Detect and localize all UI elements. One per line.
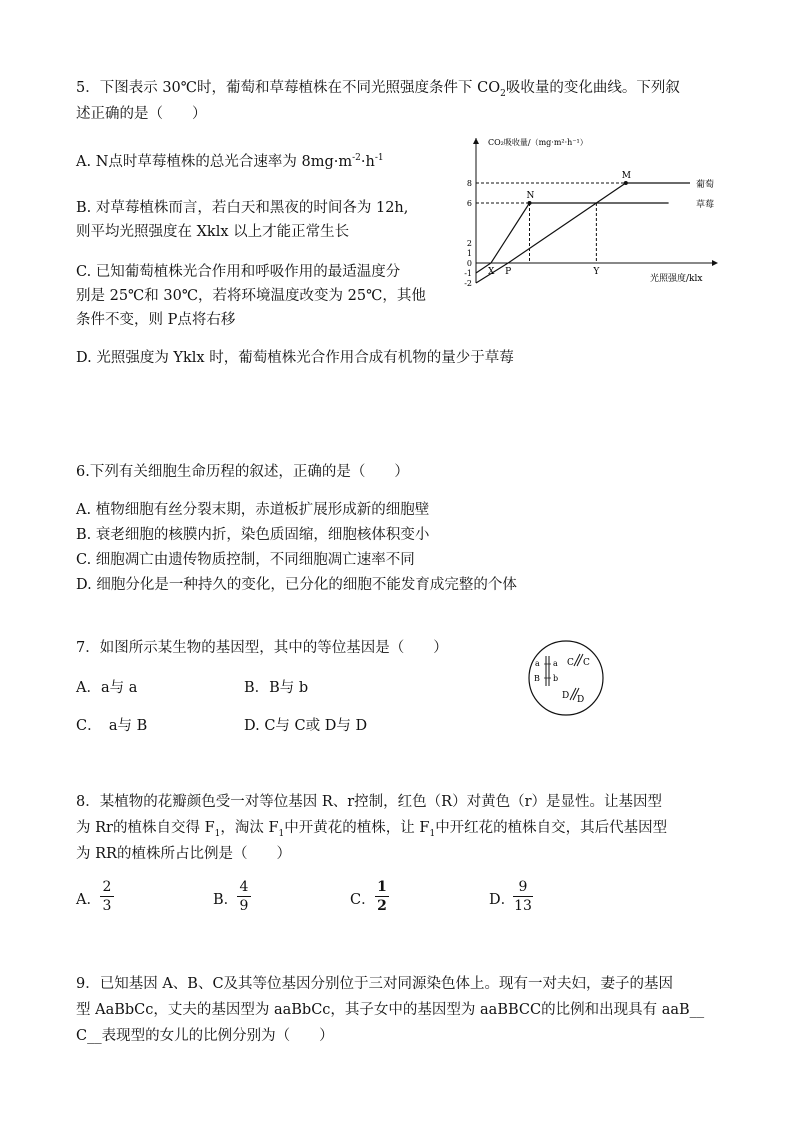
- q8-option-d-fraction: 9 13: [514, 879, 532, 914]
- q8-stem-line1: 8．某植物的花瓣颜色受一对等位基因 R、r控制，红色（R）对黄色（r）是显性。让基因型: [76, 794, 663, 810]
- x-tick-label: X: [487, 267, 495, 277]
- q8-stem-line2: 为 Rr的植株自交得 $F_1$，淘汰 $F_1$中开黄花的植株，让 $F_1$中开红花的植株自交，其后代基因型: [76, 820, 668, 839]
- y-tick-label: 8: [466, 179, 472, 188]
- q8-option-d-label: D．: [489, 892, 516, 908]
- co2-absorption-chart: [450, 128, 720, 298]
- y-tick-label: 2: [466, 239, 472, 248]
- point-m: [624, 181, 628, 185]
- q5-option-c-line3: 条件不变，则 P点将右移: [76, 312, 236, 328]
- gene-label-C-right: C: [583, 658, 590, 668]
- q6-stem: 6.下列有关细胞生命历程的叙述，正确的是（ ）: [76, 464, 409, 480]
- q7-option-d: D. C与 C或 D与 D: [244, 718, 368, 734]
- q5-option-d: D. 光照强度为 Yklx 时，葡萄植株光合作用合成有机物的量少于草莓: [76, 350, 514, 366]
- x-axis-arrow: [712, 260, 718, 266]
- q9-stem-line2: 型 AaBbCc，丈夫的基因型为 aaBbCc，其子女中的基因型为 aaBBCC的比例和出现具有 aaB__: [76, 1002, 705, 1018]
- q5-option-b-line2: 则平均光照强度在 Xklx 以上才能正常生长: [76, 224, 350, 240]
- q8-option-a-label: A．: [76, 892, 101, 908]
- gene-label-a-left: a: [535, 659, 540, 668]
- y-axis-label: CO₂吸收量/（mg·m²·h⁻¹）: [488, 138, 588, 147]
- q8-option-c-fraction: 1 2: [375, 879, 389, 914]
- q5-option-b-line1: B. 对草莓植株而言，若白天和黑夜的时间各为 12h,: [76, 200, 409, 216]
- gene-label-C-left: C: [567, 658, 574, 668]
- y-axis-arrow: [473, 138, 479, 144]
- series-label-strawberry: 草莓: [696, 200, 715, 210]
- q7-stem: 7．如图所示某生物的基因型，其中的等位基因是（ ）: [76, 640, 448, 656]
- q8-stem-line3: 为 RR的植株所占比例是（ ）: [76, 846, 291, 862]
- y-tick-label: 0: [466, 259, 472, 268]
- x-axis-label: 光照强度/klx: [650, 274, 703, 284]
- y-tick-label: -1: [464, 269, 472, 278]
- gene-label-b: b: [553, 674, 559, 683]
- q7-option-b: B．B与 b: [244, 680, 309, 696]
- gene-label-a-right: a: [553, 659, 558, 668]
- q5-option-c-line2: 别是 25℃和 30℃，若将环境温度改变为 25℃，其他: [76, 288, 426, 304]
- q8-option-c-label: C．: [350, 892, 376, 908]
- q6-option-d: D. 细胞分化是一种持久的变化，已分化的细胞不能发育成完整的个体: [76, 577, 517, 593]
- cell-gene-diagram: [526, 638, 606, 718]
- cell-outline: [529, 641, 603, 715]
- q5-stem-line1: 5．下图表示 30℃时，葡萄和草莓植株在不同光照强度条件下 $CO_2$吸收量的变化曲线。下列叙: [76, 80, 680, 99]
- q5-stem-line2: 述正确的是（ ）: [76, 106, 207, 122]
- q9-stem-line3: C__表现型的女儿的比例分别为（ ）: [76, 1028, 334, 1044]
- y-tick-label: 6: [466, 199, 472, 208]
- q8-option-a-fraction: 2 3: [100, 879, 114, 914]
- gene-label-B: B: [534, 674, 540, 683]
- q9-stem-line1: 9．已知基因 A、B、C及其等位基因分别位于三对同源染色体上。现有一对夫妇，妻子的基因: [76, 976, 674, 992]
- q8-option-b-fraction: 4 9: [237, 879, 251, 914]
- q8-option-b-label: B．: [213, 892, 239, 908]
- x-tick-label: Y: [593, 267, 600, 277]
- q6-option-b: B. 衰老细胞的核膜内折，染色质固缩，细胞核体积变小: [76, 527, 430, 543]
- y-tick-label: 1: [466, 249, 472, 258]
- point-label-m: M: [621, 171, 632, 181]
- gene-label-D-right: D: [577, 695, 585, 705]
- x-tick-label: P: [505, 267, 512, 277]
- point-label-n: N: [526, 191, 535, 201]
- q6-option-c: C. 细胞凋亡由遗传物质控制，不同细胞凋亡速率不同: [76, 552, 415, 568]
- q7-option-c: C． a与 B: [76, 718, 148, 734]
- y-tick-label: -2: [464, 279, 472, 288]
- q7-option-a: A．a与 a: [76, 680, 138, 696]
- q6-option-a: A. 植物细胞有丝分裂末期，赤道板扩展形成新的细胞壁: [76, 502, 430, 518]
- series-label-grape: 葡萄: [696, 180, 715, 190]
- q5-option-c-line1: C. 已知葡萄植株光合作用和呼吸作用的最适温度分: [76, 264, 401, 280]
- q5-option-a: A. N点时草莓植株的总光合速率为 $8mg\cdot m^{-2}\cdot h^{-1}$: [76, 153, 384, 170]
- point-n: [528, 201, 532, 205]
- gene-label-D-left: D: [562, 691, 570, 701]
